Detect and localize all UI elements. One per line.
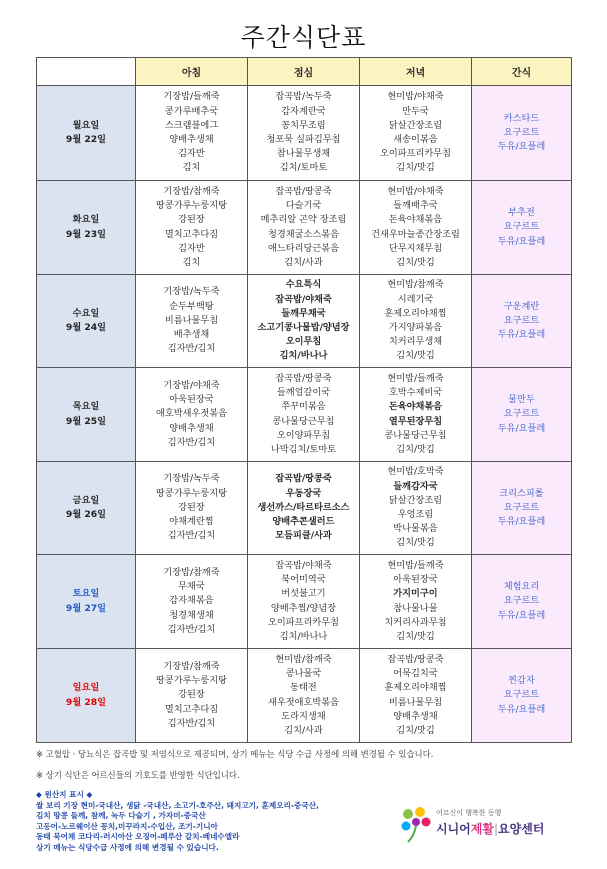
breakfast-cell [136, 86, 248, 181]
menu-item: 돈육야채볶음 [388, 401, 443, 413]
dinner-cell [360, 649, 472, 743]
day-name: 금요일 [72, 494, 100, 506]
menu-item: 참나물나물 [393, 602, 438, 614]
menu-item: 우동장국 [285, 487, 322, 499]
menu-item: 생선까스/타르타르소스 [257, 501, 350, 513]
menu-item: 땅콩가루누룽지탕 [155, 487, 227, 499]
menu-item: 콩나물당근무침 [272, 415, 335, 427]
menu-item: 가지양파볶음 [388, 322, 443, 333]
menu-item: 야채계란찜 [169, 516, 214, 528]
table-row [37, 181, 572, 275]
logo-name [436, 820, 544, 837]
dinner-cell [360, 555, 472, 649]
menu-item: 김치/맛김 [396, 630, 435, 642]
menu-item: 물만두 [508, 394, 535, 406]
menu-item: 구운계란 [503, 300, 540, 312]
menu-item: 요구르트 [503, 408, 540, 420]
menu-item: 애느타리당근볶음 [267, 242, 339, 254]
menu-item: 동태전 [290, 682, 317, 694]
menu-item: 만두국 [402, 105, 429, 117]
note-low-salt: ※ 고혈압 · 당뇨식은 잡곡밥 및 저염식으로 제공되며, 상기 메뉴는 식당 수급 사정에 의해 변경될 수 있습니다. [36, 749, 434, 759]
menu-item: 닭살간장조림 [388, 119, 443, 131]
origin-line: 고등어-노르웨이산 꽁치,미꾸라지-수입산, 조기-기니아 [36, 821, 218, 831]
dinner-cell [360, 86, 472, 181]
menu-item: 땅콩가루누룽지탕 [155, 200, 227, 212]
menu-item: 새송이볶음 [393, 134, 438, 145]
menu-item: 강된장 [178, 501, 205, 513]
dinner-cell [360, 275, 472, 368]
lunch-cell [248, 86, 360, 181]
menu-item: 어묵김치국 [393, 668, 438, 680]
menu-item: 순두부백탕 [169, 300, 214, 312]
header-snack: 간식 [472, 58, 572, 86]
logo-name-part2: 요양센터 [498, 822, 545, 836]
menu-item: 들깨얼갈이국 [276, 387, 331, 399]
breakfast-cell [136, 275, 248, 368]
menu-item: 치커리사과무침 [384, 616, 447, 628]
menu-item: 두유/요플레 [497, 235, 546, 247]
menu-item: 훈제오리야채찜 [384, 682, 447, 694]
day-cell [37, 275, 136, 368]
menu-item: 땅콩가루누룽지탕 [155, 675, 227, 687]
menu-item: 찐감자 [508, 675, 535, 687]
menu-item: 김자반 [178, 148, 205, 160]
menu-item: 다슬기국 [285, 200, 322, 212]
menu-item: 버섯불고기 [281, 588, 326, 600]
logo-name-separator: | [493, 822, 499, 836]
menu-item: 현미밥/들깨죽 [387, 372, 444, 384]
menu-item: 김치 [182, 256, 201, 268]
logo-name-accent: 제활 [470, 822, 494, 836]
menu-item: 김치/토마토 [279, 162, 328, 174]
day-name: 수요일 [72, 307, 100, 319]
lunch-cell [248, 649, 360, 743]
menu-item: 김자반/김치 [167, 717, 216, 729]
origin-line: 상기 메뉴는 식당수급 사정에 의해 변경될 수 있습니다. [36, 842, 219, 852]
snack-cell [472, 181, 572, 275]
logo-tagline: 어르신이 행복한 동행 [436, 809, 502, 817]
menu-item: 두유/요플레 [497, 516, 546, 528]
menu-item: 가지미구이 [393, 588, 438, 600]
header-lunch: 점심 [248, 58, 360, 86]
menu-item: 김자반/김치 [167, 530, 216, 542]
menu-item: 오이무침 [285, 336, 322, 348]
breakfast-cell [136, 462, 248, 555]
lunch-cell [248, 275, 360, 368]
snack-cell [472, 649, 572, 743]
menu-item: 김치 [182, 162, 201, 174]
day-cell [37, 649, 136, 743]
breakfast-cell [136, 555, 248, 649]
day-cell [37, 368, 136, 462]
menu-item: 두유/요플레 [497, 703, 546, 715]
menu-item: 잡곡밥/땅콩죽 [275, 372, 332, 384]
menu-item: 들깨배추국 [393, 200, 438, 212]
menu-item: 기장밥/녹두죽 [163, 473, 220, 485]
menu-item: 잡곡밥/땅콩죽 [275, 185, 332, 197]
menu-item: 치커리무생채 [388, 336, 443, 348]
menu-item: 아욱된장국 [393, 574, 438, 586]
menu-item: 현미밥/참깨죽 [275, 653, 332, 665]
day-date: 9월 27일 [65, 602, 107, 614]
day-date: 9월 24일 [65, 322, 107, 333]
menu-item: 닭살간장조림 [388, 494, 443, 506]
day-cell [37, 181, 136, 275]
menu-item: 잡곡밥/야채죽 [275, 293, 332, 305]
dinner-cell [360, 181, 472, 275]
day-cell [37, 86, 136, 181]
lunch-cell [248, 368, 360, 462]
menu-item: 아욱된장국 [169, 394, 214, 406]
menu-item: 김치/사과 [284, 256, 323, 268]
note-preference: ※ 상기 식단은 어르신들의 기호도를 반영한 식단입니다. [36, 770, 240, 780]
dinner-cell [360, 368, 472, 462]
menu-item: 카스타드 [503, 112, 540, 124]
menu-item: 현미밥/들깨죽 [387, 559, 444, 571]
menu-item: 들깨감자국 [393, 480, 438, 492]
origin-line: 쌀 보리 기장 현미-국내산, 생닭 -국내산, 소고기-호주산, 돼지고기, 훈제오리-중국산, [36, 800, 319, 810]
menu-item: 두유/요플레 [497, 422, 546, 434]
menu-item: 호박수제비국 [388, 387, 443, 399]
day-date: 9월 23일 [65, 228, 107, 240]
menu-item: 훈제오리야채찜 [384, 307, 447, 319]
menu-item: 김자반/김치 [167, 623, 216, 635]
header-dinner: 저녁 [360, 58, 472, 86]
menu-item: 메추리알 곤약 장조림 [260, 214, 347, 226]
menu-item: 현미밥/참깨죽 [387, 279, 444, 291]
menu-item: 요구르트 [503, 314, 540, 326]
snack-cell [472, 368, 572, 462]
menu-item: 요구르트 [503, 126, 540, 138]
menu-item: 박나물볶음 [393, 523, 438, 535]
breakfast-cell [136, 649, 248, 743]
menu-item: 요구르트 [503, 501, 540, 513]
menu-item: 현미밥/야채죽 [387, 91, 444, 103]
day-cell [37, 462, 136, 555]
table-row [37, 462, 572, 555]
day-date: 9월 28일 [65, 696, 107, 708]
menu-item: 스크램블에그 [164, 119, 219, 131]
day-name: 목요일 [72, 401, 100, 413]
menu-item: 감자채볶음 [169, 595, 214, 607]
table-row [37, 555, 572, 649]
menu-item: 부추전 [508, 207, 535, 219]
menu-item: 김치/사과 [284, 724, 323, 736]
menu-item: 기장밥/참깨죽 [163, 660, 220, 672]
menu-item: 양배추콘샐러드 [272, 516, 335, 528]
menu-item: 청경채생채 [169, 609, 214, 621]
menu-item: 오이파프리카무침 [267, 616, 339, 628]
table-row [37, 649, 572, 743]
menu-item: 기장밥/들깨죽 [163, 91, 220, 103]
menu-item: 북어미역국 [281, 574, 326, 586]
menu-item: 멸치고추다짐 [164, 228, 219, 240]
menu-item: 잡곡밥/땅콩죽 [275, 473, 332, 485]
day-name: 월요일 [72, 119, 100, 131]
menu-item: 새우젓애호박볶음 [267, 696, 339, 708]
table-row [37, 86, 572, 181]
menu-item: 요구르트 [503, 595, 540, 607]
menu-item: 김치/맛김 [396, 443, 435, 455]
menu-item: 수요특식 [285, 279, 322, 291]
menu-item: 무채국 [178, 581, 205, 593]
menu-item: 우엉조림 [397, 509, 434, 520]
menu-item: 콩가루배추국 [164, 105, 219, 117]
origin-title: ◆ 원산지 표시 ◆ [36, 790, 93, 799]
header-corner [37, 58, 136, 86]
menu-item: 기장밥/녹두죽 [163, 286, 220, 298]
menu-item: 배추생채 [173, 329, 210, 341]
menu-item: 단무지채무침 [388, 242, 443, 254]
menu-item: 돈육야채볶음 [388, 214, 443, 226]
menu-item: 김자반/김치 [167, 343, 216, 355]
logo-name-part1: 시니어 [436, 822, 471, 836]
menu-item: 시레기국 [397, 293, 434, 305]
origin-line: 동태 묵어채 코다리-러시아산 오징어-페루산 갈치-베네수엘라 [36, 832, 240, 842]
menu-item: 참나물무생채 [276, 148, 331, 160]
menu-item: 잡곡밥/땅콩죽 [387, 653, 444, 665]
menu-item: 감자계란국 [281, 105, 326, 117]
menu-item: 기장밥/야채죽 [163, 379, 220, 391]
menu-item: 요구르트 [503, 221, 540, 233]
origin-line: 김치 땅콩 들깨, 참깨, 녹두 다슬기 , 가자미-중국산 [36, 811, 206, 821]
header-breakfast: 아침 [136, 58, 248, 86]
day-cell [37, 555, 136, 649]
menu-item: 김자반 [178, 242, 205, 254]
menu-item: 애호박새우젓볶음 [155, 408, 227, 420]
menu-item: 강된장 [178, 689, 205, 701]
dinner-cell [360, 462, 472, 555]
center-logo [398, 804, 578, 844]
page-title: 주간식단표 [240, 23, 367, 52]
menu-item: 나박김치/토마토 [270, 443, 337, 455]
menu-item: 쭈꾸미볶음 [281, 401, 326, 413]
menu-item: 콩나물당근무침 [384, 429, 447, 441]
menu-item: 체험요리 [503, 581, 540, 593]
breakfast-cell [136, 368, 248, 462]
day-date: 9월 26일 [65, 509, 107, 520]
origin-info [36, 790, 366, 854]
menu-item: 비름나물무침 [388, 696, 443, 708]
snack-cell [472, 555, 572, 649]
menu-item: 김치/맛김 [396, 724, 435, 736]
menu-item: 양배추생채 [393, 710, 438, 722]
menu-item: 꽁치무조림 [281, 119, 326, 131]
menu-item: 양배추찜/양념장 [270, 602, 337, 614]
menu-item: 들깨무채국 [281, 307, 326, 319]
snack-cell [472, 462, 572, 555]
menu-item: 콩나물국 [285, 668, 322, 680]
flower-logo-icon [398, 804, 434, 844]
menu-item: 김치/맛김 [396, 350, 435, 362]
snack-cell [472, 86, 572, 181]
table-header-row [37, 58, 572, 86]
table-row [37, 368, 572, 462]
menu-item: 오이양파무침 [276, 429, 331, 441]
breakfast-cell [136, 181, 248, 275]
menu-item: 오이파프리카무침 [379, 148, 451, 160]
table-row [37, 275, 572, 368]
day-name: 일요일 [72, 682, 100, 694]
menu-item: 양배추생채 [169, 422, 214, 434]
menu-item: 건새우마늘종간장조림 [371, 228, 460, 240]
menu-item: 현미밥/야채죽 [387, 185, 444, 197]
menu-item: 크리스피롤 [499, 487, 544, 499]
menu-item: 양배추생채 [169, 134, 214, 145]
menu-item: 요구르트 [503, 689, 540, 701]
lunch-cell [248, 181, 360, 275]
lunch-cell [248, 555, 360, 649]
menu-item: 기장밥/참깨죽 [163, 185, 220, 197]
menu-item: 두유/요플레 [497, 141, 546, 153]
menu-item: 잡곡밥/야채죽 [275, 559, 332, 571]
menu-item: 비름나물무침 [164, 314, 219, 326]
menu-item: 열무된장무침 [388, 415, 443, 427]
weekly-menu-table [36, 57, 572, 743]
day-name: 토요일 [72, 588, 100, 600]
menu-item: 도라지생채 [281, 710, 326, 722]
snack-cell [472, 275, 572, 368]
menu-item: 청포묵 실파김무침 [266, 134, 341, 145]
menu-item: 현미밥/호박죽 [387, 466, 444, 478]
menu-item: 김치/바나나 [279, 350, 328, 362]
menu-item: 김치/맛김 [396, 537, 435, 549]
menu-item: 모듬피클/사과 [275, 530, 332, 542]
menu-item: 김치/맛김 [396, 162, 435, 174]
day-date: 9월 22일 [65, 134, 107, 145]
menu-item: 기장밥/참깨죽 [163, 566, 220, 578]
menu-item: 강된장 [178, 214, 205, 226]
menu-item: 두유/요플레 [497, 609, 546, 621]
menu-item: 청경채굴소스볶음 [267, 228, 339, 240]
menu-item: 소고기콩나물밥/양념장 [257, 322, 350, 333]
day-date: 9월 25일 [65, 415, 107, 427]
menu-item: 두유/요플레 [497, 329, 546, 341]
menu-item: 김치/바나나 [279, 630, 328, 642]
menu-item: 김치/맛김 [396, 256, 435, 268]
day-name: 화요일 [72, 214, 100, 226]
menu-item: 잡곡밥/녹두죽 [275, 91, 332, 103]
menu-item: 멸치고추다짐 [164, 703, 219, 715]
menu-item: 김자반/김치 [167, 436, 216, 448]
lunch-cell [248, 462, 360, 555]
